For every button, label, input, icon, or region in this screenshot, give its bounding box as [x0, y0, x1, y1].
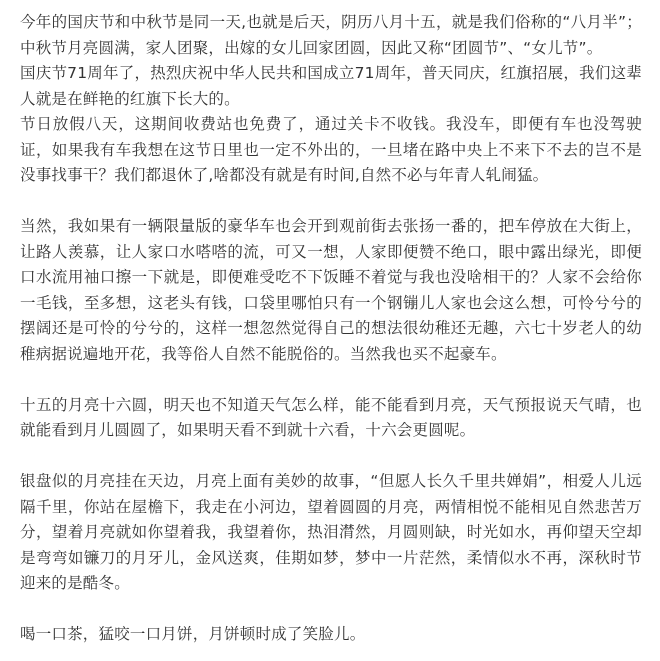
- paragraph-silver-moon: 银盘似的月亮挂在天边，月亮上面有美妙的故事，“但愿人长久千里共婵娟”，相爱人儿远隔千里，你站在屋檐下，我走在小河边，望着圆圆的月亮，两情相悦不能相见自然悲苦万分，望着月亮就如你望着我，我望着你，热泪潸然，月圆则缺，时光如水，再仰望天空却是弯弯如镰刀的月牙儿，金风送爽，佳期如梦，梦中一片茫然，柔情似水不再，深秋时节迎来的是酷冬。: [20, 472, 642, 592]
- article-body: [20, 10, 642, 648]
- paragraph-tea-mooncake: 喝一口茶，猛咬一口月饼，月饼顿时成了笑脸儿。: [20, 625, 366, 643]
- paragraph-spacer: [20, 597, 642, 623]
- paragraph-luxury-car: 当然，我如果有一辆限量版的豪华车也会开到观前街去张扬一番的，把车停放在大街上，让路人羡慕，让人家口水嗒嗒的流，可又一想，人家即便赞不绝口，眼中露出绿光，即便口水流用袖口擦一下就是，即便难受吃不下饭睡不着觉与我也没啥相干的？人家不会给你一毛钱，至多想，这老头有钱，口袋里哪怕只有一个钢镚儿人家也会这么想，可怜兮兮的摆阔还是可怜的兮兮的，这样一想忽然觉得自己的想法很幼稚还无趣，六七十岁老人的幼稚病据说遍地开花，我等俗人自然不能脱俗的。当然我也买不起豪车。: [20, 217, 642, 363]
- paragraph-spacer: [20, 444, 642, 470]
- paragraph-national-day: 国庆节71周年了，热烈庆祝中华人民共和国成立71周年，普天同庆，红旗招展，我们这辈人就是在鲜艳的红旗下长大的。: [20, 64, 642, 108]
- paragraph-free-tolls: 节日放假八天，这期间收费站也免费了，通过关卡不收钱。我没车，即便有车也没驾驶证，如果我有车我想在这节日里也一定不外出的，一旦堵在路中央上不来下不去的岂不是没事找事干？我们都退休了,啥都没有就是有时间,自然不必与年青人轧闹猛。: [20, 115, 642, 184]
- paragraph-holiday-intro: 今年的国庆节和中秋节是同一天,也就是后天，阴历八月十五，就是我们俗称的“八月半”；中秋节月亮圆满，家人团聚，出嫁的女儿回家团圆，因此又称“团圆节”、“女儿节”。: [20, 13, 642, 57]
- paragraph-spacer: [20, 367, 642, 393]
- paragraph-spacer: [20, 189, 642, 215]
- paragraph-moon-sixteenth: 十五的月亮十六圆，明天也不知道天气怎么样，能不能看到月亮，天气预报说天气晴，也就能看到月儿圆圆了，如果明天看不到就十六看，十六会更圆呢。: [20, 395, 642, 439]
